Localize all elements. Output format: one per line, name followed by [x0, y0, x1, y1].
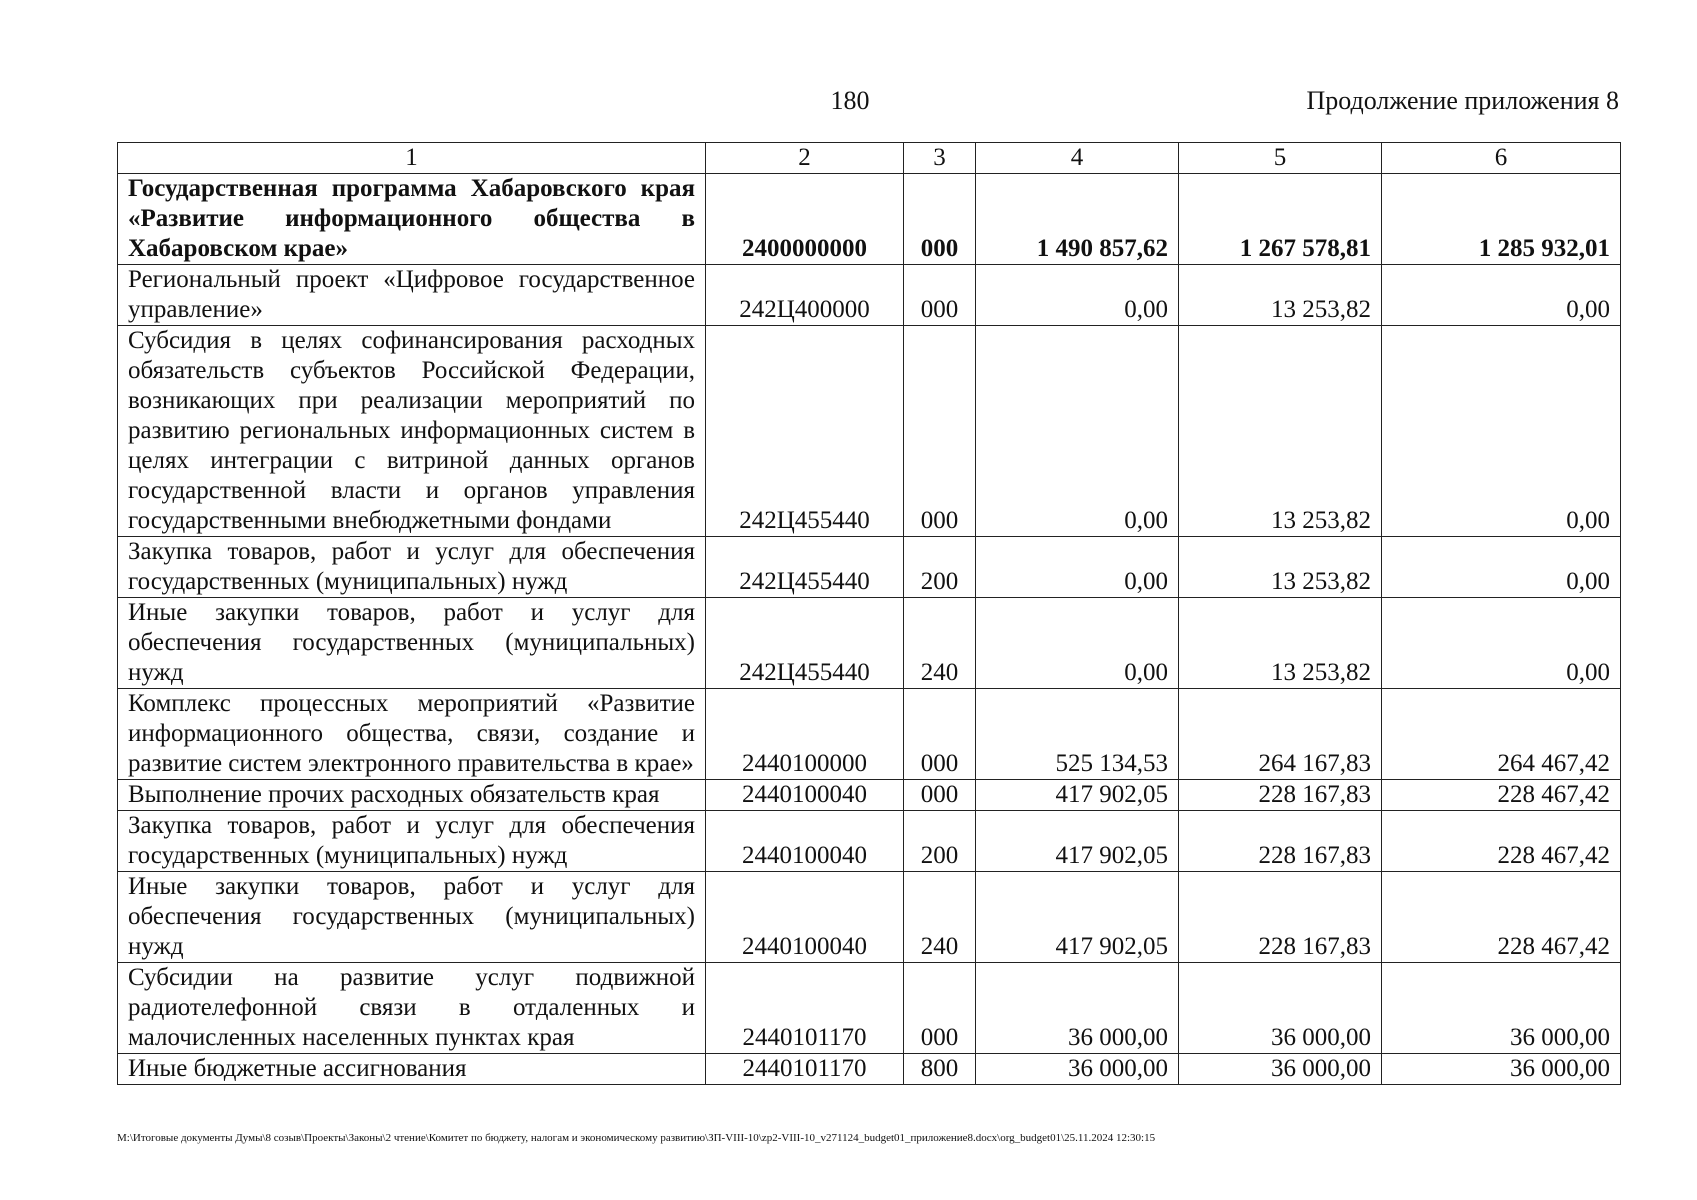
row-value-5-cell: 13 253,82 [1179, 598, 1382, 689]
row-kind-cell: 000 [904, 963, 976, 1054]
table-row [118, 872, 1621, 963]
row-value-5-cell: 36 000,00 [1179, 1054, 1382, 1085]
row-value-6-cell: 0,00 [1382, 537, 1621, 598]
row-value-5-cell: 36 000,00 [1179, 963, 1382, 1054]
row-value-4-cell: 417 902,05 [976, 811, 1179, 872]
row-kind-cell: 240 [904, 872, 976, 963]
row-name-cell: Региональный проект «Цифровое государственное управление» [118, 265, 706, 326]
table-row [118, 689, 1621, 780]
row-code-cell: 2400000000 [706, 174, 904, 265]
row-value-6-cell: 0,00 [1382, 265, 1621, 326]
row-value-6-cell: 36 000,00 [1382, 1054, 1621, 1085]
row-kind-cell: 240 [904, 598, 976, 689]
row-code-cell: 2440100000 [706, 689, 904, 780]
table-row [118, 1054, 1621, 1085]
row-kind-cell: 000 [904, 780, 976, 811]
row-value-4-cell: 36 000,00 [976, 1054, 1179, 1085]
row-value-4-cell: 0,00 [976, 326, 1179, 537]
row-kind-cell: 800 [904, 1054, 976, 1085]
column-number: 6 [1382, 143, 1621, 174]
row-code-cell: 2440100040 [706, 811, 904, 872]
appendix-label: Продолжение приложения 8 [1306, 86, 1619, 115]
row-value-4-cell: 0,00 [976, 537, 1179, 598]
row-value-6-cell: 228 467,42 [1382, 780, 1621, 811]
row-code-cell: 242Ц455440 [706, 598, 904, 689]
row-value-6-cell: 36 000,00 [1382, 963, 1621, 1054]
row-value-5-cell: 1 267 578,81 [1179, 174, 1382, 265]
row-value-6-cell: 228 467,42 [1382, 811, 1621, 872]
row-code-cell: 2440100040 [706, 872, 904, 963]
column-number-row [118, 143, 1621, 174]
row-kind-cell: 000 [904, 326, 976, 537]
row-value-5-cell: 13 253,82 [1179, 265, 1382, 326]
row-name-cell: Государственная программа Хабаровского края «Развитие информационного общества в Хабаровском крае» [118, 174, 706, 265]
row-value-4-cell: 1 490 857,62 [976, 174, 1179, 265]
row-name-cell: Закупка товаров, работ и услуг для обеспечения государственных (муниципальных) нужд [118, 537, 706, 598]
row-value-6-cell: 228 467,42 [1382, 872, 1621, 963]
row-name-cell: Субсидии на развитие услуг подвижной радиотелефонной связи в отдаленных и малочисленных населенных пунктах края [118, 963, 706, 1054]
row-name-cell: Иные закупки товаров, работ и услуг для обеспечения государственных (муниципальных) нужд [118, 598, 706, 689]
row-kind-cell: 000 [904, 265, 976, 326]
row-kind-cell: 000 [904, 174, 976, 265]
row-value-4-cell: 36 000,00 [976, 963, 1179, 1054]
row-value-6-cell: 0,00 [1382, 326, 1621, 537]
table-row [118, 265, 1621, 326]
row-kind-cell: 000 [904, 689, 976, 780]
table-row [118, 326, 1621, 537]
row-value-4-cell: 0,00 [976, 265, 1179, 326]
row-value-5-cell: 228 167,83 [1179, 872, 1382, 963]
row-code-cell: 242Ц455440 [706, 326, 904, 537]
row-value-5-cell: 228 167,83 [1179, 811, 1382, 872]
table-row [118, 963, 1621, 1054]
row-value-4-cell: 0,00 [976, 598, 1179, 689]
column-number: 3 [904, 143, 976, 174]
row-value-6-cell: 0,00 [1382, 598, 1621, 689]
row-value-6-cell: 1 285 932,01 [1382, 174, 1621, 265]
table-row [118, 174, 1621, 265]
row-code-cell: 2440100040 [706, 780, 904, 811]
row-kind-cell: 200 [904, 537, 976, 598]
table-row [118, 811, 1621, 872]
row-code-cell: 242Ц455440 [706, 537, 904, 598]
row-name-cell: Иные бюджетные ассигнования [118, 1054, 706, 1085]
row-value-5-cell: 264 167,83 [1179, 689, 1382, 780]
row-value-5-cell: 13 253,82 [1179, 537, 1382, 598]
row-kind-cell: 200 [904, 811, 976, 872]
row-code-cell: 2440101170 [706, 1054, 904, 1085]
row-name-cell: Комплекс процессных мероприятий «Развитие информационного общества, связи, создание и развитие систем электронного правительства в крае» [118, 689, 706, 780]
file-path-footer: M:\Итоговые документы Думы\8 созыв\Проекты\Законы\2 чтение\Комитет по бюджету, налогам и экономическому развитию\ЗП-VIII-10\zp2-VIII-10_v271124_budget01_приложение8.docx\org_budget01\25.11.2024 12:30:15 [117, 1132, 1156, 1144]
budget-table [117, 142, 1621, 1085]
row-name-cell: Закупка товаров, работ и услуг для обеспечения государственных (муниципальных) нужд [118, 811, 706, 872]
table-row [118, 598, 1621, 689]
table-row [118, 537, 1621, 598]
column-number: 5 [1179, 143, 1382, 174]
row-name-cell: Иные закупки товаров, работ и услуг для обеспечения государственных (муниципальных) нужд [118, 872, 706, 963]
page-number: 180 [830, 86, 870, 115]
row-value-4-cell: 417 902,05 [976, 872, 1179, 963]
row-code-cell: 242Ц400000 [706, 265, 904, 326]
row-value-5-cell: 228 167,83 [1179, 780, 1382, 811]
row-value-4-cell: 417 902,05 [976, 780, 1179, 811]
row-value-5-cell: 13 253,82 [1179, 326, 1382, 537]
column-number: 2 [706, 143, 904, 174]
row-name-cell: Выполнение прочих расходных обязательств края [118, 780, 706, 811]
table-row [118, 780, 1621, 811]
row-name-cell: Субсидия в целях софинансирования расходных обязательств субъектов Российской Федерации, возникающих при реализации мероприятий по развитию региональных информационных систем в целях интеграции с витриной данных органов государственной власти и органов управления государственными внебюджетными фондами [118, 326, 706, 537]
column-number: 4 [976, 143, 1179, 174]
row-code-cell: 2440101170 [706, 963, 904, 1054]
column-number: 1 [118, 143, 706, 174]
budget-table-body [118, 143, 1621, 1085]
row-value-6-cell: 264 467,42 [1382, 689, 1621, 780]
row-value-4-cell: 525 134,53 [976, 689, 1179, 780]
